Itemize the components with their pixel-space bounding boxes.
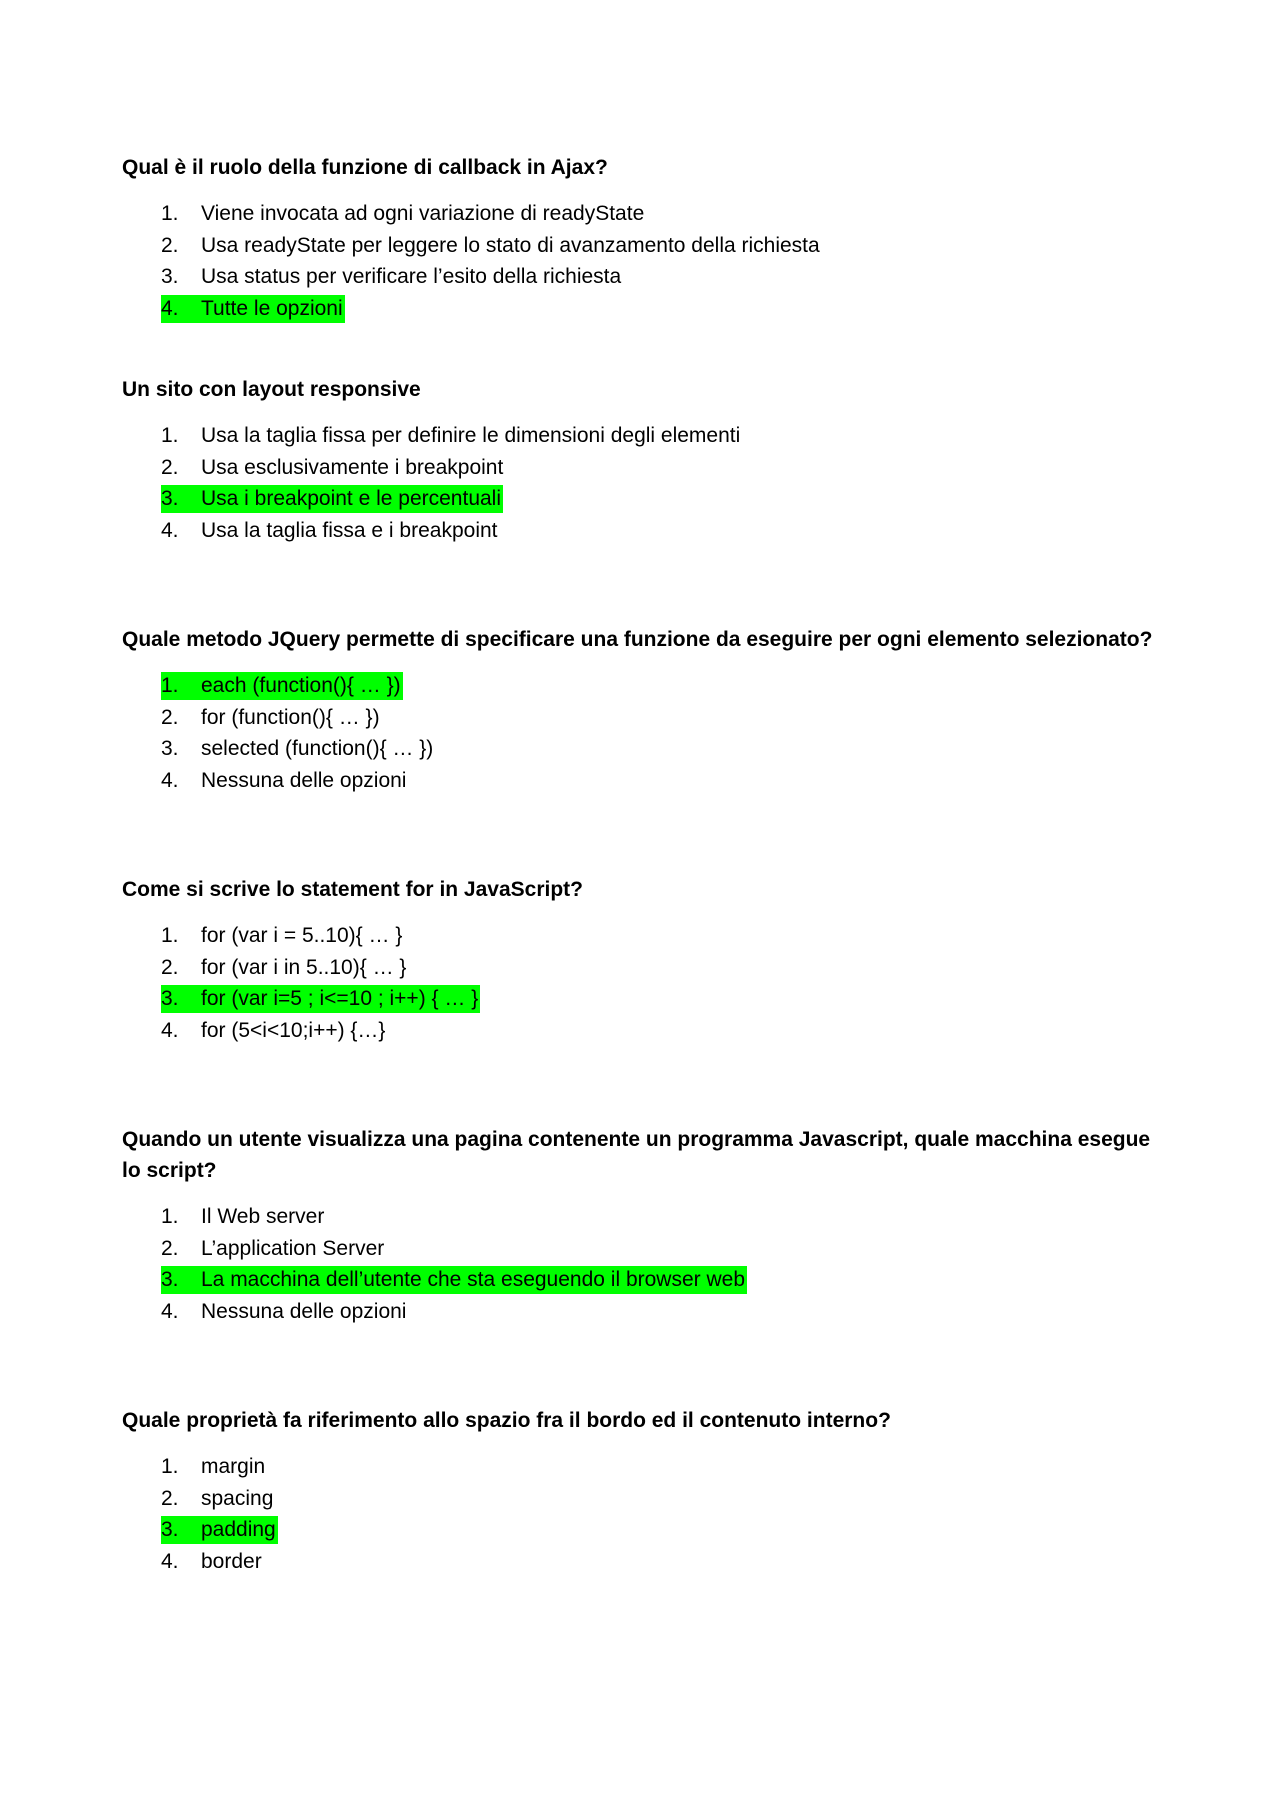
answer-highlight bbox=[161, 672, 403, 700]
answer-text: Usa esclusivamente i breakpoint bbox=[201, 455, 504, 479]
answer-list bbox=[122, 1201, 1162, 1327]
answer-option bbox=[122, 1483, 1162, 1515]
answer-option bbox=[122, 983, 1162, 1015]
answer-text: for (function(){ … }) bbox=[201, 705, 380, 729]
answer-number: 1. bbox=[161, 674, 179, 697]
answer-option bbox=[122, 515, 1162, 547]
answer-list bbox=[122, 198, 1162, 324]
spacer bbox=[122, 546, 1162, 624]
answer-number: 2. bbox=[161, 1486, 179, 1510]
answer-number: 4. bbox=[161, 296, 179, 320]
answer-text: border bbox=[201, 1549, 262, 1573]
question-5 bbox=[122, 1124, 1162, 1327]
answer-highlight bbox=[161, 485, 503, 513]
answer-text: Usa i breakpoint e le percentuali bbox=[201, 487, 502, 510]
question-title: Un sito con layout responsive bbox=[122, 378, 421, 401]
answer-number: 1. bbox=[161, 1205, 179, 1228]
answer-number: 1. bbox=[161, 202, 179, 225]
document-page bbox=[122, 152, 1162, 1577]
answer-highlight bbox=[161, 232, 822, 260]
answer-text: Usa status per verificare l’esito della richiesta bbox=[201, 265, 622, 288]
spacer bbox=[122, 796, 1162, 874]
answer-number: 1. bbox=[161, 424, 179, 447]
answer-text: for (var i = 5..10){ … } bbox=[201, 924, 403, 947]
answer-option bbox=[122, 1233, 1162, 1265]
answer-list bbox=[122, 670, 1162, 796]
answer-number: 3. bbox=[161, 487, 179, 510]
question-4 bbox=[122, 874, 1162, 1046]
answer-text: each (function(){ … }) bbox=[201, 674, 401, 697]
answer-text: Nessuna delle opzioni bbox=[201, 1299, 407, 1323]
spacer bbox=[122, 1046, 1162, 1124]
answer-option bbox=[122, 765, 1162, 797]
answer-highlight bbox=[161, 735, 435, 763]
answer-number: 2. bbox=[161, 955, 179, 979]
answer-list bbox=[122, 1451, 1162, 1577]
answer-text: for (5<i<10;i++) {…} bbox=[201, 1018, 386, 1042]
answer-text: Il Web server bbox=[201, 1205, 325, 1228]
spacer bbox=[122, 324, 1162, 374]
answer-text: Tutte le opzioni bbox=[201, 296, 343, 320]
answer-option bbox=[122, 733, 1162, 765]
answer-text: spacing bbox=[201, 1486, 274, 1510]
answer-text: Viene invocata ad ogni variazione di readyState bbox=[201, 202, 645, 225]
answer-list bbox=[122, 420, 1162, 546]
answer-highlight bbox=[161, 454, 505, 482]
answer-option bbox=[122, 1264, 1162, 1296]
answer-number: 4. bbox=[161, 518, 179, 542]
answer-option bbox=[122, 920, 1162, 952]
question-2 bbox=[122, 374, 1162, 546]
answer-text: Usa la taglia fissa e i breakpoint bbox=[201, 518, 498, 542]
answer-number: 3. bbox=[161, 1268, 179, 1291]
answer-highlight bbox=[161, 263, 623, 291]
answer-highlight bbox=[161, 517, 500, 545]
question-title: Quale proprietà fa riferimento allo spazio fra il bordo ed il contenuto interno? bbox=[122, 1409, 891, 1432]
answer-highlight bbox=[161, 200, 646, 228]
answer-option bbox=[122, 261, 1162, 293]
answer-option bbox=[122, 198, 1162, 230]
answer-option bbox=[122, 952, 1162, 984]
answer-number: 4. bbox=[161, 768, 179, 792]
answer-option bbox=[122, 1514, 1162, 1546]
answer-highlight bbox=[161, 985, 480, 1013]
answer-number: 4. bbox=[161, 1549, 179, 1573]
answer-option bbox=[122, 670, 1162, 702]
answer-text: selected (function(){ … }) bbox=[201, 737, 434, 760]
answer-highlight bbox=[161, 1235, 386, 1263]
answer-highlight bbox=[161, 922, 404, 950]
answer-highlight bbox=[161, 422, 742, 450]
answer-text: for (var i=5 ; i<=10 ; i++) { … } bbox=[201, 987, 479, 1010]
answer-text: Usa readyState per leggere lo stato di avanzamento della richiesta bbox=[201, 233, 820, 257]
answer-highlight bbox=[161, 1203, 326, 1231]
answer-highlight bbox=[161, 1548, 264, 1576]
answer-number: 3. bbox=[161, 265, 179, 288]
answer-number: 2. bbox=[161, 233, 179, 257]
answer-option bbox=[122, 420, 1162, 452]
answer-option bbox=[122, 1546, 1162, 1578]
answer-number: 2. bbox=[161, 1236, 179, 1260]
answer-text: Usa la taglia fissa per definire le dimensioni degli elementi bbox=[201, 424, 741, 447]
answer-text: padding bbox=[201, 1518, 276, 1541]
answer-highlight bbox=[161, 1017, 387, 1045]
answer-highlight bbox=[161, 1453, 267, 1481]
answer-number: 3. bbox=[161, 987, 179, 1010]
answer-option bbox=[122, 1451, 1162, 1483]
answer-option bbox=[122, 293, 1162, 325]
answer-option bbox=[122, 452, 1162, 484]
answer-number: 1. bbox=[161, 1455, 179, 1478]
answer-highlight bbox=[161, 1266, 747, 1294]
answer-highlight bbox=[161, 1516, 278, 1544]
answer-highlight bbox=[161, 954, 408, 982]
spacer bbox=[122, 1327, 1162, 1405]
answer-text: margin bbox=[201, 1455, 266, 1478]
answer-text: Nessuna delle opzioni bbox=[201, 768, 407, 792]
question-title: Come si scrive lo statement for in JavaScript? bbox=[122, 878, 583, 901]
question-1 bbox=[122, 152, 1162, 324]
answer-list bbox=[122, 920, 1162, 1046]
answer-option bbox=[122, 230, 1162, 262]
answer-option bbox=[122, 1015, 1162, 1047]
answer-highlight bbox=[161, 1485, 275, 1513]
question-6 bbox=[122, 1405, 1162, 1577]
answer-highlight bbox=[161, 704, 382, 732]
answer-number: 4. bbox=[161, 1018, 179, 1042]
answer-number: 1. bbox=[161, 924, 179, 947]
answer-option bbox=[122, 702, 1162, 734]
answer-text: L’application Server bbox=[201, 1236, 385, 1260]
answer-number: 2. bbox=[161, 455, 179, 479]
answer-option bbox=[122, 1296, 1162, 1328]
answer-text: La macchina dell’utente che sta eseguendo il browser web bbox=[201, 1268, 746, 1291]
answer-highlight bbox=[161, 1298, 408, 1326]
question-title: Quale metodo JQuery permette di specificare una funzione da eseguire per ogni elemento selezionato? bbox=[122, 628, 1153, 651]
answer-number: 3. bbox=[161, 1518, 179, 1541]
answer-option bbox=[122, 483, 1162, 515]
answer-highlight bbox=[161, 295, 345, 323]
answer-text: for (var i in 5..10){ … } bbox=[201, 955, 407, 979]
question-title: Quando un utente visualizza una pagina contenente un programma Javascript, quale macchina esegue lo script? bbox=[122, 1128, 1151, 1182]
answer-option bbox=[122, 1201, 1162, 1233]
answer-highlight bbox=[161, 767, 408, 795]
question-3 bbox=[122, 624, 1162, 796]
answer-number: 2. bbox=[161, 705, 179, 729]
answer-number: 4. bbox=[161, 1299, 179, 1323]
answer-number: 3. bbox=[161, 737, 179, 760]
question-title: Qual è il ruolo della funzione di callback in Ajax? bbox=[122, 156, 608, 179]
